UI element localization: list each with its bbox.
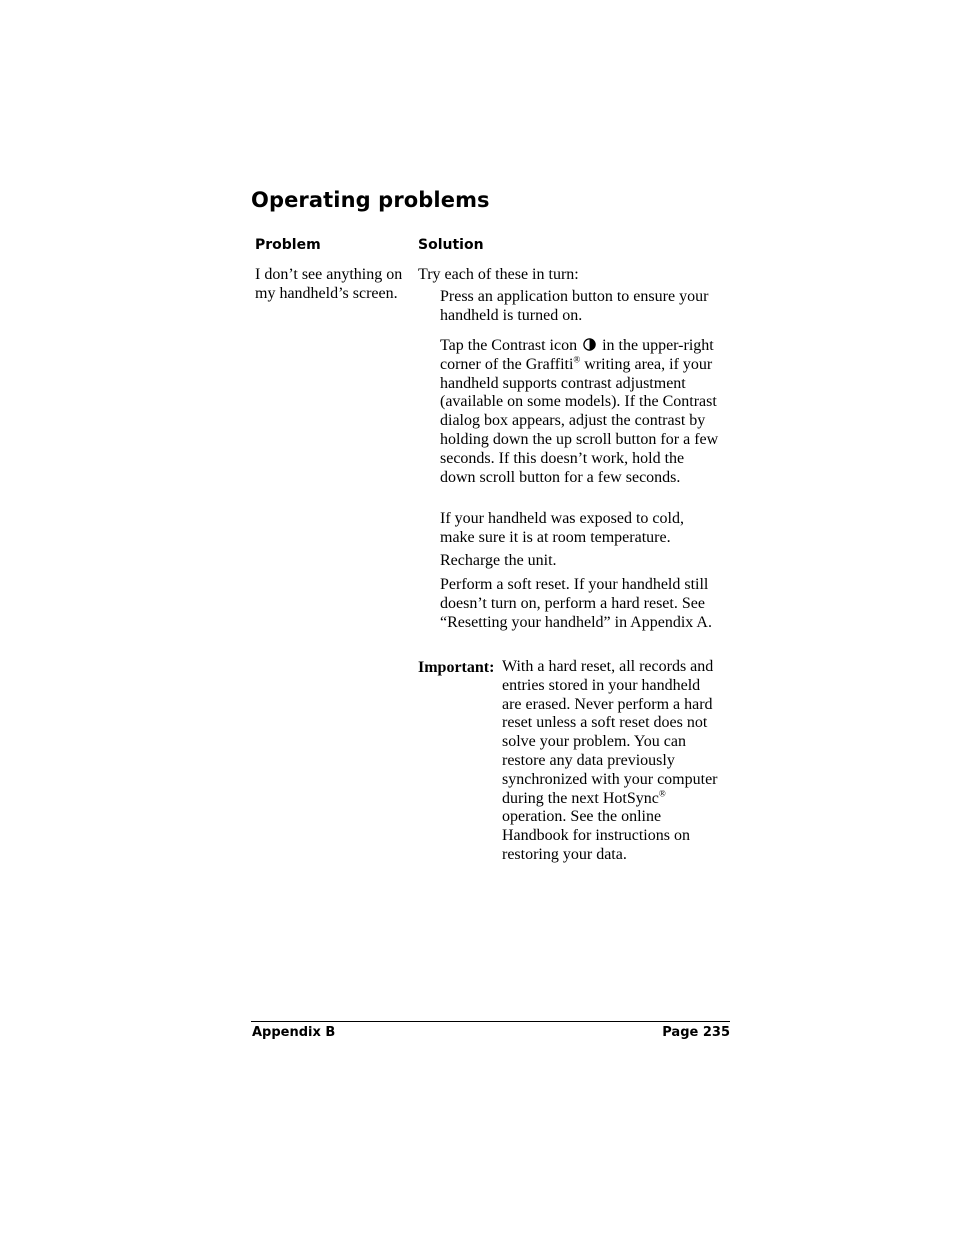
registered-mark: ® <box>573 354 581 365</box>
solution-step-2 <box>440 337 720 487</box>
solution-step-2-text-b: in the upper-right corner of the Graffiti <box>440 337 714 373</box>
footer-section: Appendix B <box>252 1025 336 1040</box>
important-label: Important: <box>418 659 495 676</box>
solution-step-2-text-c: writing area, if your handheld supports contrast adjustment (available on some models). If the Contrast dialog box appears, adjust the contrast by holding down the up scroll button for a few seconds. If this doesn’t work, hold the down scroll button for a few seconds. <box>440 355 719 486</box>
footer-divider <box>251 1021 730 1022</box>
solution-step-5: Perform a soft reset. If your handheld still doesn’t turn on, perform a hard reset. See “Resetting your handheld” in Appendix A. <box>440 576 712 631</box>
column-header-problem: Problem <box>255 237 321 253</box>
registered-mark: ® <box>658 788 666 799</box>
important-text-b: operation. See the online Handbook for instructions on restoring your data. <box>502 808 690 863</box>
solution-step-4: Recharge the unit. <box>440 552 557 569</box>
solution-step-1: Press an application button to ensure your handheld is turned on. <box>440 288 709 324</box>
solution-step-3: If your handheld was exposed to cold, make sure it is at room temperature. <box>440 510 684 546</box>
solution-step-2-text-a: Tap the Contrast icon <box>440 337 578 354</box>
column-header-solution: Solution <box>418 237 484 253</box>
solution-intro: Try each of these in turn: <box>418 266 579 283</box>
page-title: Operating problems <box>251 188 490 212</box>
footer-page-number: Page 235 <box>662 1025 730 1040</box>
important-note <box>502 658 720 865</box>
contrast-icon <box>583 338 596 351</box>
problem-description: I don’t see anything on my handheld’s screen. <box>255 266 403 302</box>
important-text-a: With a hard reset, all records and entries stored in your handheld are erased. Never perform a hard reset unless a soft reset does not solve your problem. You can restore any data previously synchronized with your computer during the next HotSync <box>502 658 718 807</box>
